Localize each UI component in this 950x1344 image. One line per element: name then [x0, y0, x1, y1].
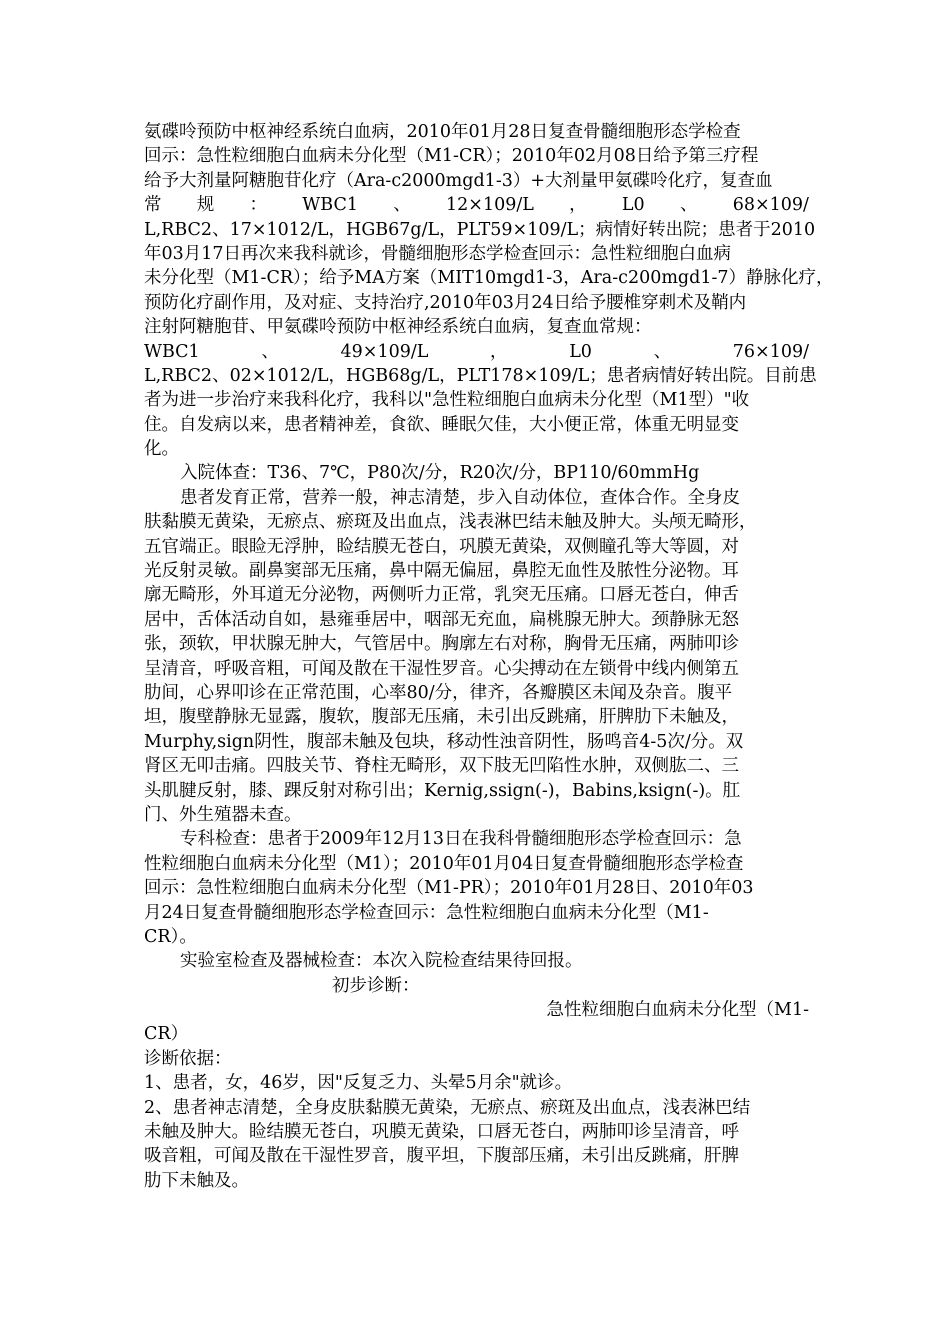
justified-line: [144, 193, 809, 217]
text-token: ，: [569, 195, 587, 216]
text-token: 、: [679, 195, 698, 216]
text-line: 回示：急性粒细胞白血病未分化型（M1-PR）；2010年01月28日、2010年03: [144, 878, 754, 899]
text-line: Murphy,sign阴性，腹部未触及包块，移动性浊音阴性，肠鸣音4-5次/分。双: [144, 731, 744, 752]
text-token: 68×109/: [732, 195, 809, 216]
text-token: WBC1: [144, 341, 200, 362]
text-line: 居中，舌体活动自如，悬雍垂居中，咽部无充血，扁桃腺无肿大。颈静脉无怒: [144, 609, 739, 630]
preliminary-diagnosis-heading: 初步诊断：: [332, 975, 420, 996]
text-line: 未分化型（M1-CR）；给予MA方案（MIT10mgd1-3，Ara-c200mgd1-7）静脉化疗，: [144, 268, 834, 289]
text-line: L,RBC2、02×1012/L，HGB68g/L，PLT178×109/L；患者病情好转出院。目前患: [144, 365, 817, 386]
text-token: ，: [490, 341, 508, 362]
text-token: ：: [249, 195, 268, 216]
text-token: L0: [569, 341, 592, 362]
text-line: 预防化疗副作用，及对症、支持治疗,2010年03月24日给予腰椎穿刺术及鞘内: [144, 292, 747, 313]
text-line: 廓无畸形，外耳道无分泌物，两侧听力正常，乳突无压痛。口唇无苍白，伸舌: [144, 585, 739, 606]
text-line: 性粒细胞白血病未分化型（M1）；2010年01月04日复查骨髓细胞形态学检查: [144, 853, 744, 874]
text-line: 肤黏膜无黄染，无瘀点、瘀斑及出血点，浅表淋巴结未触及肿大。头颅无畸形，: [144, 512, 757, 533]
justified-line: [144, 340, 809, 364]
text-line: 呈清音，呼吸音粗，可闻及散在干湿性罗音。心尖搏动在左锁骨中线内侧第五: [144, 658, 739, 679]
text-line: 光反射灵敏。副鼻窦部无压痛，鼻中隔无偏屈，鼻腔无血性及脓性分泌物。耳: [144, 561, 739, 582]
text-line: 门、外生殖器未查。: [144, 804, 302, 825]
text-line: 未触及肿大。睑结膜无苍白，巩膜无黄染，口唇无苍白，两肺叩诊呈清音，呼: [144, 1122, 739, 1143]
text-line: 氨碟呤预防中枢神经系统白血病，2010年01月28日复查骨髓细胞形态学检查: [144, 122, 741, 142]
text-line: 吸音粗，可闻及散在干湿性罗音，腹平坦，下腹部压痛，未引出反跳痛，肝脾: [144, 1146, 739, 1167]
text-token: 76×109/: [732, 341, 809, 362]
text-line: 者为进一步治疗来我科化疗，我科以"急性粒细胞白血病未分化型（M1型）"收: [144, 390, 750, 411]
text-line: 1、患者，女，46岁，因"反复乏力、头晕5月余"就诊。: [144, 1073, 573, 1094]
text-line: 五官端正。眼睑无浮肿，睑结膜无苍白，巩膜无黄染，双侧瞳孔等大等圆，对: [144, 536, 739, 557]
text-line: 坦，腹壁静脉无显露，腹软，腹部无压痛，未引出反跳痛，肝脾肋下未触及，: [144, 707, 739, 728]
text-token: 12×109/L: [446, 195, 534, 216]
text-line: 住。自发病以来，患者精神差，食欲、睡眠欠佳，大小便正常，体重无明显变: [144, 414, 739, 435]
text-line: 给予大剂量阿糖胞苷化疗（Ara-c2000mgd1-3）+大剂量甲氨碟呤化疗，复查血: [144, 170, 773, 191]
text-token: WBC1: [302, 195, 358, 216]
text-token: 、: [261, 341, 279, 362]
text-line: 注射阿糖胞苷、甲氨碟呤预防中枢神经系统白血病，复查血常规：: [144, 317, 652, 338]
text-line: L,RBC2、17×1012/L，HGB67g/L，PLT59×109/L；病情好转出院；患者于2010: [144, 219, 816, 240]
diagnosis-basis-heading: 诊断依据：: [144, 1048, 232, 1069]
text-line: 回示：急性粒细胞白血病未分化型（M1-CR）；2010年02月08日给予第三疗程: [144, 146, 759, 167]
text-token: 常: [144, 195, 162, 216]
text-line: 年03月17日再次来我科就诊，骨髓细胞形态学检查回示：急性粒细胞白血病: [144, 243, 732, 264]
text-line: 2、患者神志清楚，全身皮肤黏膜无黄染，无瘀点、瘀斑及出血点，浅表淋巴结: [144, 1097, 751, 1118]
text-line: 化。: [144, 439, 179, 460]
document-page: [144, 120, 834, 1193]
text-token: L0: [621, 195, 645, 216]
text-token: 、: [653, 341, 672, 362]
text-line: 头肌腱反射，膝、踝反射对称引出；Kernig,ssign(-)，Babins,ksign(-)。肛: [144, 780, 741, 801]
text-line: CR）: [144, 1024, 189, 1045]
text-line: 肾区无叩击痛。四肢关节、脊柱无畸形，双下肢无凹陷性水肿，双侧肱二、三: [144, 756, 739, 777]
text-token: 规: [196, 195, 215, 216]
specialty-exam-line: 专科检查：患者于2009年12月13日在我科骨髓细胞形态学检查回示：急: [180, 829, 742, 850]
lab-exam-line: 实验室检查及器械检查：本次入院检查结果待回报。: [180, 951, 583, 972]
text-token: 、: [393, 195, 411, 216]
admission-exam-line: 入院体查：T36、7℃，P80次/分，R20次/分，BP110/60mmHg: [180, 463, 700, 484]
text-line: 患者发育正常，营养一般，神志清楚，步入自动体位，查体合作。全身皮: [180, 487, 740, 508]
preliminary-diagnosis-value: 急性粒细胞白血病未分化型（M1-: [546, 1000, 809, 1021]
text-line: 肋间，心界叩诊在正常范围，心率80/分，律齐，各瓣膜区未闻及杂音。腹平: [144, 682, 733, 703]
text-line: 张，颈软，甲状腺无肿大，气管居中。胸廓左右对称，胸骨无压痛，两肺叩诊: [144, 634, 739, 655]
text-line: 肋下未触及。: [144, 1170, 249, 1191]
text-line: CR）。: [144, 926, 197, 947]
text-token: 49×109/L: [340, 341, 429, 362]
text-line: 月24日复查骨髓细胞形态学检查回示：急性粒细胞白血病未分化型（M1-: [144, 902, 709, 923]
